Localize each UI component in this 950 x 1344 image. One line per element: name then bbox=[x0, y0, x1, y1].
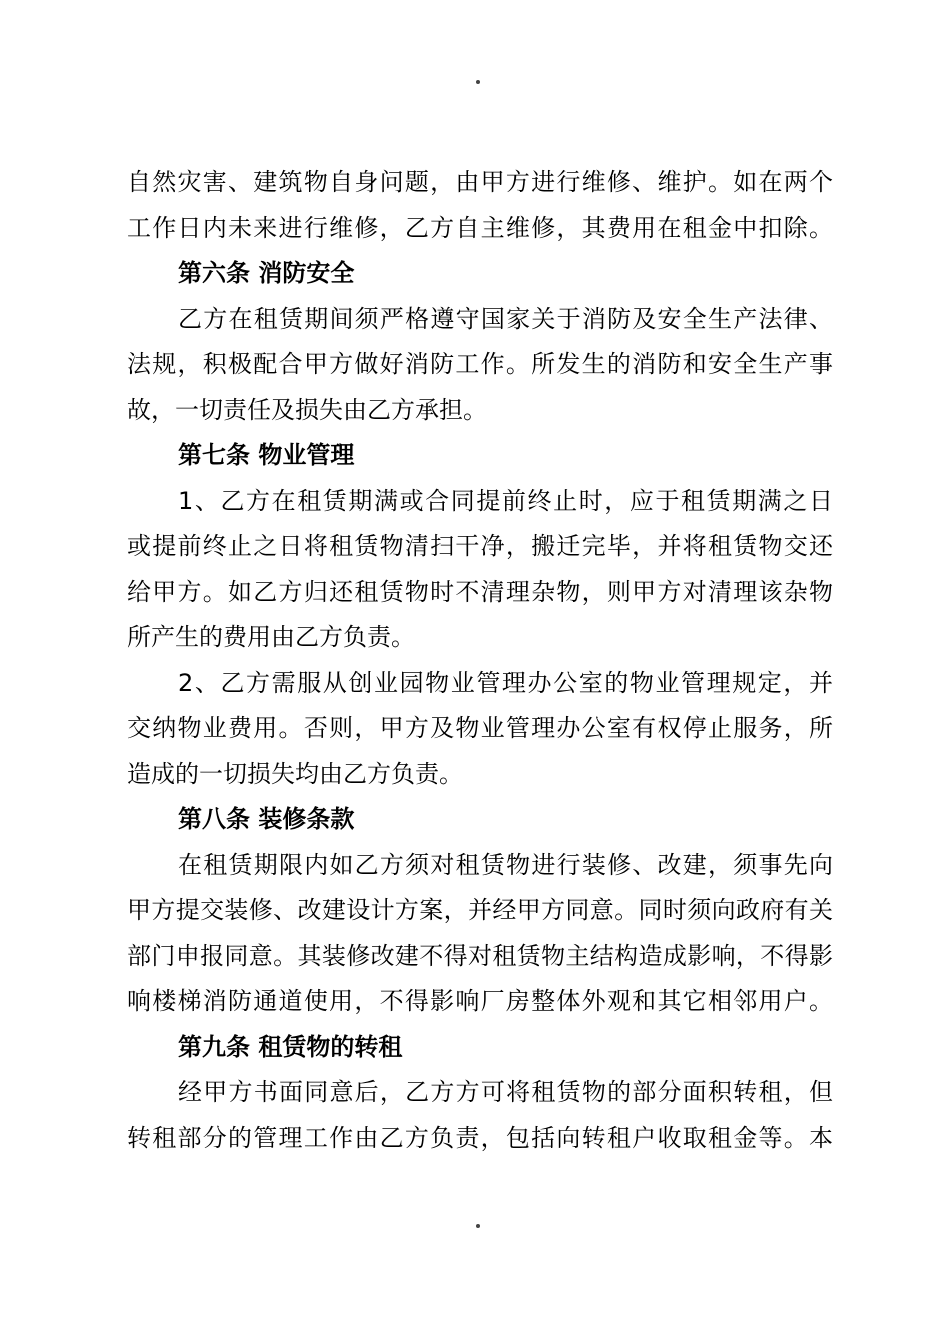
text-line: 法规，积极配合甲方做好消防工作。所发生的消防和安全生产事 bbox=[127, 350, 833, 378]
text-line: 故，一切责任及损失由乙方承担。 bbox=[127, 395, 487, 424]
text-line: 或提前终止之日将租赁物清扫干净，搬迁完毕，并将租赁物交还 bbox=[127, 532, 833, 560]
footer-dot-marker bbox=[476, 1224, 480, 1228]
text-line: 部门申报同意。其装修改建不得对租赁物主结构造成影响，不得影 bbox=[127, 941, 833, 970]
text-line: 响楼梯消防通道使用，不得影响厂房整体外观和其它相邻用户。 bbox=[127, 987, 833, 1015]
text-line: 经甲方书面同意后，乙方方可将租赁物的部分面积转租，但 bbox=[178, 1078, 833, 1106]
text-line: 交纳物业费用。否则，甲方及物业管理办公室有权停止服务，所 bbox=[127, 714, 833, 742]
text-line: 给甲方。如乙方归还租赁物时不清理杂物，则甲方对清理该杂物 bbox=[127, 577, 833, 606]
text-line: 自然灾害、建筑物自身问题，由甲方进行维修、维护。如在两个 bbox=[127, 168, 833, 196]
text-line: 1、乙方在租赁期满或合同提前终止时，应于租赁期满之日 bbox=[178, 486, 833, 515]
text-line: 在租赁期限内如乙方须对租赁物进行装修、改建，须事先向 bbox=[178, 850, 833, 879]
contract-text-body bbox=[127, 160, 833, 1161]
text-line: 所产生的费用由乙方负责。 bbox=[127, 623, 415, 651]
section-heading-article-8: 第八条 装修条款 bbox=[178, 805, 355, 833]
text-line: 乙方在租赁期间须严格遵守国家关于消防及安全生产法律、 bbox=[178, 304, 833, 333]
header-dot-marker bbox=[476, 80, 480, 84]
text-line: 转租部分的管理工作由乙方负责，包括向转租户收取租金等。本 bbox=[127, 1123, 833, 1152]
text-line: 甲方提交装修、改建设计方案，并经甲方同意。同时须向政府有关 bbox=[127, 896, 833, 924]
text-line: 工作日内未来进行维修，乙方自主维修，其费用在租金中扣除。 bbox=[127, 213, 833, 242]
text-line: 造成的一切损失均由乙方负责。 bbox=[127, 759, 463, 788]
section-heading-article-7: 第七条 物业管理 bbox=[178, 441, 355, 469]
text-line: 2、乙方需服从创业园物业管理办公室的物业管理规定，并 bbox=[178, 668, 833, 697]
section-heading-article-6: 第六条 消防安全 bbox=[178, 259, 355, 287]
section-heading-article-9: 第九条 租赁物的转租 bbox=[178, 1032, 403, 1061]
